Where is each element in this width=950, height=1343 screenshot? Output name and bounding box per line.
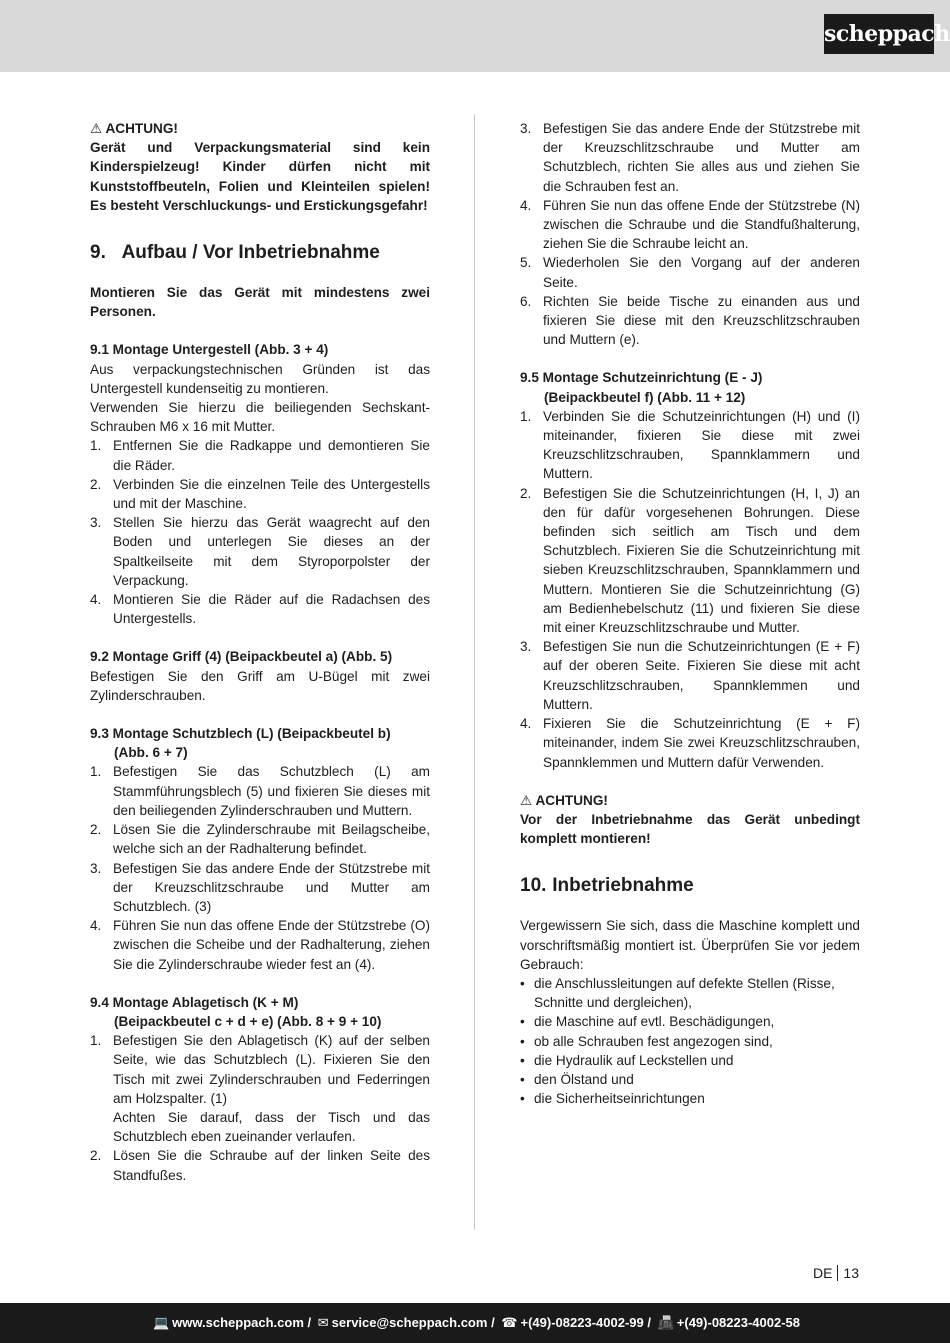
numbered-list <box>520 119 860 349</box>
fax-number: +(49)-08223-4002-58 <box>676 1315 801 1330</box>
separator <box>837 1265 838 1281</box>
subsection-9-5-title-cont: (Beipackbeutel f) (Abb. 11 + 12) <box>544 389 746 405</box>
page-number-value: 13 <box>843 1265 859 1281</box>
left-column <box>90 119 430 1185</box>
list-item: • die Anschlussleitungen auf defekte Stellen (Risse, Schnitte und dergleichen), <box>520 975 835 1011</box>
right-column <box>520 119 860 1108</box>
paragraph: Befestigen Sie den Griff am U-Bügel mit zwei Zylinderschrauben. <box>90 668 430 703</box>
numbered-list <box>90 1031 430 1108</box>
warning-text: Gerät und Verpackungsmaterial sind kein Kinderspielzeug! Kinder dürfen nicht mit Kunststoffbeuteln, Folien und Kleinteilen spielen! Es besteht Verschluckungs- und Erstickungsgefahr! <box>90 140 430 213</box>
list-item: 2. Verbinden Sie die einzelnen Teile des Untergestells und mit der Maschine. <box>90 476 430 512</box>
phone-number: +(49)-08223-4002-99 <box>520 1315 644 1330</box>
numbered-list <box>90 762 430 973</box>
list-item: 6. Richten Sie beide Tische zu einanden aus und fixieren Sie diese mit den Kreuzschlitzschrauben und Muttern (e). <box>520 293 860 348</box>
list-item: 3. Befestigen Sie das andere Ende der Stützstrebe mit der Kreuzschlitzschraube und Mutter am Schutzblech, richten Sie alles aus und ziehen Sie die Schrauben fest an. <box>520 121 860 194</box>
numbered-list <box>90 1146 430 1184</box>
list-item: 1. Entfernen Sie die Radkappe und demontieren Sie die Räder. <box>90 438 430 473</box>
subsection-9-4-title: 9.4 Montage Ablagetisch (K + M) <box>90 994 299 1010</box>
numbered-list <box>90 436 430 628</box>
section-title: Inbetriebnahme <box>552 875 694 897</box>
list-item: 3. Stellen Sie hierzu das Gerät waagrecht auf den Boden und unterlegen Sie dieses an der Spaltkeilseite mit dem Styroporpolster der Verpackung. <box>90 515 430 588</box>
section-title: Aufbau / Vor Inbetriebnahme <box>121 242 380 264</box>
page-number <box>813 1265 859 1281</box>
list-item: 2. Lösen Sie die Schraube auf der linken Seite des Standfußes. <box>90 1148 430 1183</box>
subsection-9-5-title: 9.5 Montage Schutzeinrichtung (E - J) <box>520 370 763 386</box>
section-number: 9. <box>90 242 106 264</box>
column-divider <box>474 114 475 1230</box>
language-code: DE <box>812 1265 833 1281</box>
subsection-9-2-title: 9.2 Montage Griff (4) (Beipackbeutel a) (Abb. 5) <box>90 649 393 665</box>
header-bar <box>0 0 950 72</box>
subsection-9-1-title: 9.1 Montage Untergestell (Abb. 3 + 4) <box>90 342 329 358</box>
bullet-list <box>520 974 860 1108</box>
subsection-9-4-title-cont: (Beipackbeutel c + d + e) (Abb. 8 + 9 + 10) <box>114 1013 382 1029</box>
list-item: • die Hydraulik auf Leckstellen und <box>520 1052 734 1068</box>
list-note: Achten Sie darauf, dass der Tisch und das Schutzblech eben zueinander verlaufen. <box>113 1109 430 1145</box>
list-item: 2. Lösen Sie die Zylinderschraube mit Beilagscheibe, welche sich an der Radhalterung befindet. <box>90 822 430 857</box>
list-item: 3. Befestigen Sie nun die Schutzeinrichtungen (E + F) auf der oberen Seite. Fixieren Sie diese mit acht Kreuzschlitzschrauben, Spannklemmen und Muttern. <box>520 639 860 712</box>
list-item: 2. Befestigen Sie die Schutzeinrichtungen (H, I, J) an den für dafür vorgesehenen Bohrungen. Diese befinden sich seitlich am Tisch und dem Schutzblech. Fixieren Sie die Schutzeinrichtung mit sieben Kreuzschlitzschrauben, Spannklammern und Muttern. Montieren Sie die Schutzeinrichtung (G) am Bedienhebelschutz (11) und fixieren Sie diese mit einer Kreuzschlitzschraube und Mutter. <box>520 485 860 636</box>
subsection-9-3-title-cont: (Abb. 6 + 7) <box>114 745 188 761</box>
paragraph: Vergewissern Sie sich, dass die Maschine komplett und vorschriftsmäßig montiert ist. Überprüfen Sie vor jedem Gebrauch: <box>520 918 860 972</box>
list-item: 4. Führen Sie nun das offene Ende der Stützstrebe (N) zwischen die Schraube und die Standfußhalterung, ziehen Sie die Schraube leicht an. <box>520 197 860 252</box>
section-9-heading <box>90 241 430 265</box>
warning-title: ⚠ ACHTUNG! <box>90 121 178 136</box>
list-item: 1. Verbinden Sie die Schutzeinrichtungen (H) und (I) miteinander, fixieren Sie diese mit zwei Kreuzschlitzschrauben, Spannklammern und Muttern. <box>520 408 860 482</box>
subsection-9-3-title: 9.3 Montage Schutzblech (L) (Beipackbeutel b) <box>90 726 391 742</box>
list-item: • ob alle Schrauben fest angezogen sind, <box>520 1033 773 1049</box>
warning-text: Vor der Inbetriebnahme das Gerät unbedingt komplett montieren! <box>520 811 860 847</box>
email-link[interactable]: service@scheppach.com <box>331 1315 488 1330</box>
section-number: 10. <box>520 875 547 897</box>
paragraph: Verwenden Sie hierzu die beiliegenden Sechskant-Schrauben M6 x 16 mit Mutter. <box>90 400 430 435</box>
list-item: 3. Befestigen Sie das andere Ende der Stützstrebe mit der Kreuzschlitzschraube und Mutter am Schutzblech. (3) <box>90 860 430 914</box>
warning-title: ⚠ ACHTUNG! <box>520 792 608 808</box>
list-item: 4. Führen Sie nun das offene Ende der Stützstrebe (O) zwischen die Scheibe und der Radhalterung, ziehen Sie die Zylinderschraube wieder fest an (4). <box>90 918 430 972</box>
website-link[interactable]: www.scheppach.com <box>172 1315 304 1330</box>
section-9-intro: Montieren Sie das Gerät mit mindestens zwei Personen. <box>90 285 430 320</box>
brand-logo: scheppach <box>824 14 934 54</box>
list-item: • den Ölstand und <box>520 1071 634 1087</box>
list-item: 5. Wiederholen Sie den Vorgang auf der anderen Seite. <box>520 255 860 290</box>
computer-icon: 💻 <box>152 1315 170 1330</box>
footer-bar: 💻 www.scheppach.com / ✉ service@scheppach.com / ☎ +(49)-08223-4002-99 / 📠 +(49)-08223-4002-58 <box>0 1303 950 1343</box>
list-item: • die Maschine auf evtl. Beschädigungen, <box>520 1014 775 1030</box>
phone-icon: ☎ <box>501 1315 518 1330</box>
list-item: 1. Befestigen Sie den Ablagetisch (K) auf der selben Seite, wie das Schutzblech (L). Fixieren Sie den Tisch mit zwei Zylinderschrauben und Federringen am Holzspalter. (1) <box>90 1033 430 1106</box>
list-item: 4. Fixieren Sie die Schutzeinrichtung (E + F) miteinander, indem Sie zwei Kreuzschlitzschrauben, Spannklemmen und Muttern dafür Verwenden. <box>520 716 860 770</box>
list-item: 4. Montieren Sie die Räder auf die Radachsen des Untergestells. <box>90 592 430 627</box>
paragraph: Aus verpackungstechnischen Gründen ist das Untergestell kundenseitig zu montieren. <box>90 361 430 396</box>
list-item: 1. Befestigen Sie das Schutzblech (L) am Stammführungsblech (5) und fixieren Sie dieses mit den beiliegenden Zylinderschrauben und Muttern. <box>90 764 430 818</box>
numbered-list <box>520 407 860 772</box>
envelope-icon: ✉ <box>317 1315 329 1330</box>
fax-icon: 📠 <box>657 1315 674 1330</box>
section-10-heading <box>520 874 860 898</box>
list-item: • die Sicherheitseinrichtungen <box>520 1091 705 1107</box>
